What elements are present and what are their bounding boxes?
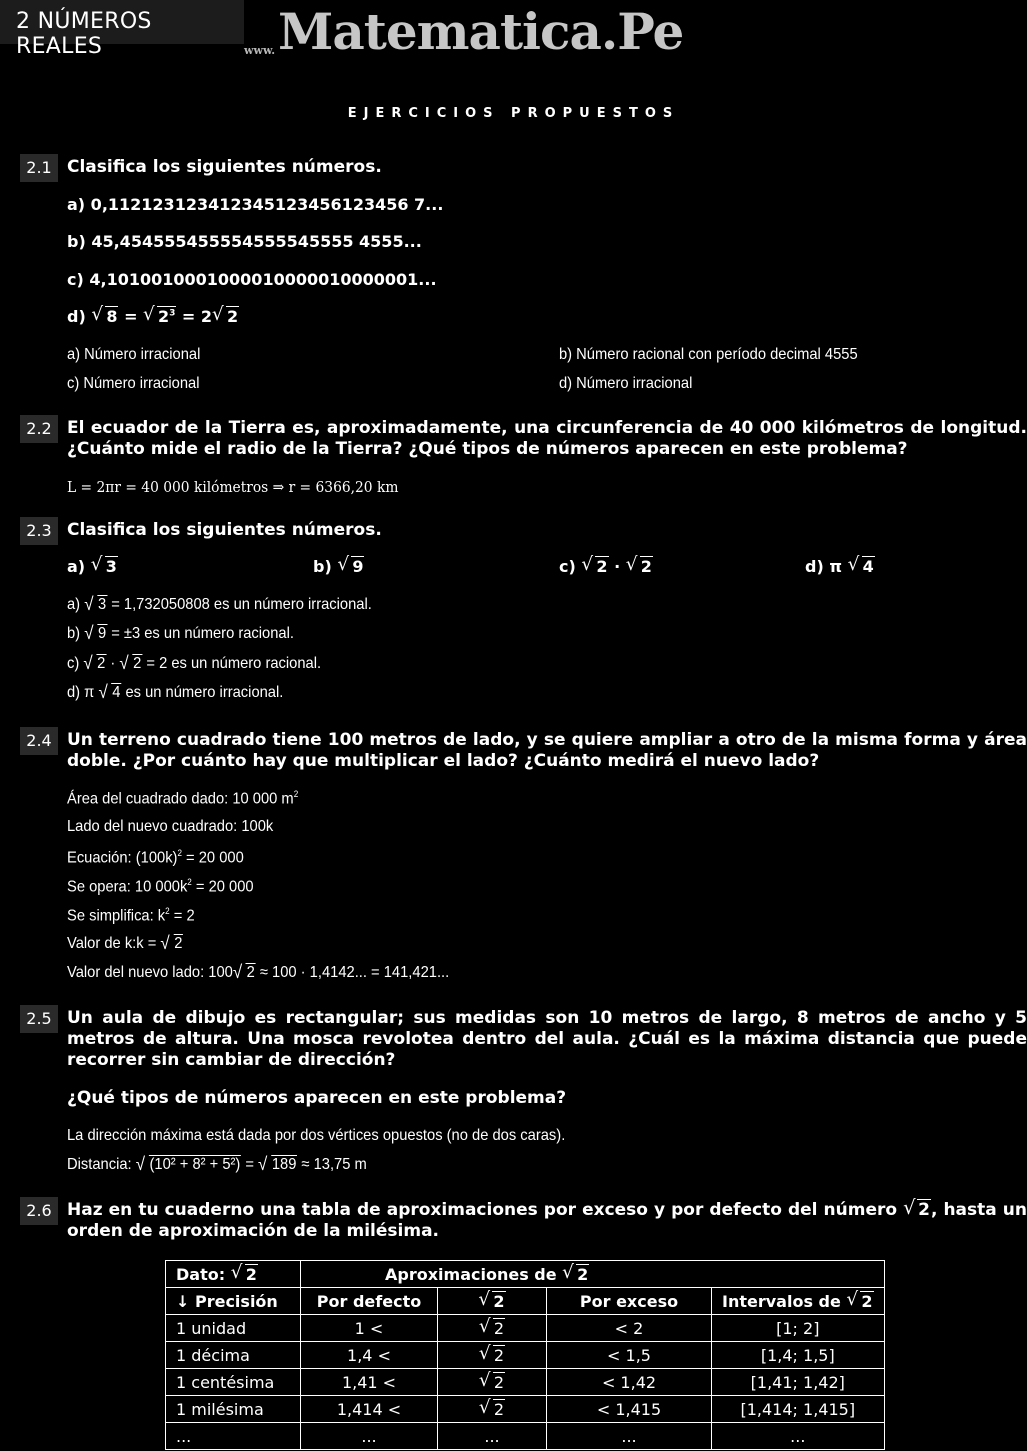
exercise-2-5-answer-1: La dirección máxima está dada por dos vértices opuestos (no de dos caras). <box>67 1127 566 1144</box>
radicand: 2 <box>158 307 170 326</box>
text: es un número irracional. <box>125 684 284 701</box>
exercise-2-1-answer-a: a) Número irracional <box>67 346 201 363</box>
exercise-2-1-question: Clasifica los siguientes números. <box>67 157 382 177</box>
radical <box>479 1319 505 1338</box>
exercise-2-4-line-5 <box>67 906 195 925</box>
radical <box>83 655 106 673</box>
radical-2 <box>212 307 239 326</box>
cell-root <box>438 1369 547 1396</box>
equals-2: = 2 <box>181 307 212 326</box>
cell-root <box>438 1342 547 1369</box>
table-row <box>166 1396 885 1423</box>
exponent: 2 <box>177 848 182 858</box>
chapter-title: 2 NÚMEROS REALES <box>16 9 152 59</box>
radicand: 4 <box>862 557 874 576</box>
header-por-exceso: Por exceso <box>547 1288 712 1315</box>
table-row <box>166 1423 885 1450</box>
text: = 1,732050808 es un número irracional. <box>111 596 372 613</box>
text: = ±3 es un número racional. <box>111 625 294 642</box>
text-post: = 2 <box>169 907 195 925</box>
radicand: 2 <box>245 1264 257 1284</box>
label: Distancia: <box>67 1156 132 1173</box>
radicand: 2 <box>493 1399 505 1419</box>
cell-root: ... <box>438 1423 547 1450</box>
exercise-2-3-answer-d <box>67 684 283 702</box>
radical-b <box>119 655 142 673</box>
cell-defecto: 1,41 < <box>301 1369 438 1396</box>
header-root <box>438 1288 547 1315</box>
radical <box>233 964 256 982</box>
radicand: 9 <box>352 557 364 576</box>
exercise-2-3-item-d <box>805 557 875 576</box>
cell-exceso: < 1,415 <box>547 1396 712 1423</box>
text: ≈ 13,75 m <box>301 1156 367 1173</box>
radical <box>84 596 107 614</box>
header-por-defecto: Por defecto <box>301 1288 438 1315</box>
section-title: EJERCICIOS PROPUESTOS <box>347 106 680 121</box>
exercise-2-4-line-2: Lado del nuevo cuadrado: 100k <box>67 818 274 835</box>
radical <box>479 1373 505 1392</box>
exercise-2-4-question: Un terreno cuadrado tiene 100 metros de lado, y se quiere ampliar a otro de la misma forma y área doble. ¿Por cuánto hay que multiplicar el lado? ¿Cuánto medirá el nuevo lado? <box>67 730 1027 771</box>
exponent: 2 <box>187 877 192 887</box>
label: a) <box>67 596 81 613</box>
radicand: 2 <box>97 655 106 672</box>
radicand: 2 <box>596 557 608 576</box>
exercise-2-2-question: El ecuador de la Tierra es, aproximadamente, una circunferencia de 40 000 kilómetros de longitud. ¿Cuánto mide el radio de la Tierra? ¿Qué tipos de números aparecen en este problema? <box>67 418 1027 459</box>
cell-precision: 1 unidad <box>166 1315 301 1342</box>
exercise-2-3-item-c <box>559 557 653 576</box>
cell-precision: 1 centésima <box>166 1369 301 1396</box>
exercise-2-6-question <box>67 1200 1027 1242</box>
header-intervalos <box>712 1288 885 1315</box>
radical-2 <box>581 557 608 576</box>
exercise-2-1-answer-b: b) Número racional con período decimal 4555 <box>559 346 858 363</box>
item-label: a) <box>67 557 86 576</box>
radicand: 8 <box>106 307 118 326</box>
text: = 2 es un número racional. <box>146 655 322 672</box>
cell-exceso: < 1,5 <box>547 1342 712 1369</box>
exercise-2-1-answer-c: c) Número irracional <box>67 375 200 392</box>
logo-name: Matematica.Pe <box>278 2 684 61</box>
label: b) <box>67 625 81 642</box>
text: Se simplifica: k <box>67 907 166 925</box>
radicand: 3 <box>105 557 117 576</box>
exercise-2-3-question: Clasifica los siguientes números. <box>67 520 382 540</box>
exercise-2-5-question: Un aula de dibujo es rectangular; sus medidas son 10 metros de largo, 8 metros de ancho y 5 metros de altura. Una mosca revolotea dentro del aula. ¿Cuál es la máxima distancia que puede recorrer sin cambiar de dirección? <box>67 1008 1027 1070</box>
cell-defecto: 1,4 < <box>301 1342 438 1369</box>
radicand: 2 <box>918 1200 930 1220</box>
text: Haz en tu cuaderno una tabla de aproximaciones por exceso y por defecto del número <box>67 1200 898 1220</box>
exercise-number-2-3: 2.3 <box>20 517 58 545</box>
label: d) π <box>67 684 95 701</box>
table-row <box>166 1342 885 1369</box>
label: c) <box>67 655 80 672</box>
exercise-2-4-line-1 <box>67 789 298 808</box>
radicand: 9 <box>97 625 107 642</box>
radical <box>479 1400 505 1419</box>
exercise-2-5-answer-2 <box>67 1156 367 1174</box>
exercise-2-4-line-3 <box>67 848 244 867</box>
radical-8 <box>91 307 118 326</box>
text-post: , hasta un orden de aproximación de la milésima. <box>67 1200 1027 1241</box>
header-precision: ↓ Precisión <box>166 1288 301 1315</box>
radicand: 2 <box>640 557 652 576</box>
cell-precision: ... <box>166 1423 301 1450</box>
equals: = <box>124 307 138 326</box>
exercise-2-5-question-2: ¿Qué tipos de números aparecen en este problema? <box>67 1088 567 1108</box>
table-row <box>166 1369 885 1396</box>
radicand: 2 <box>493 1291 505 1311</box>
exercise-2-4-line-4 <box>67 877 254 896</box>
radicand: 2 <box>861 1291 873 1311</box>
text: Dato: <box>176 1264 226 1284</box>
radicand: 2 <box>227 307 239 326</box>
header-aproximaciones <box>301 1261 885 1288</box>
radical-189 <box>258 1156 297 1174</box>
exercise-number-2-4: 2.4 <box>20 727 58 755</box>
header-dato <box>166 1261 301 1288</box>
cell-defecto: ... <box>301 1423 438 1450</box>
exercise-2-1-item-b: b) 45,454555455554555545555 4555... <box>67 232 422 251</box>
item-label: d) π <box>805 557 842 576</box>
radical-2-cubed <box>143 307 176 326</box>
radicand: 2 <box>493 1372 505 1392</box>
text: Valor de k:k = <box>67 935 157 952</box>
radicand: 4 <box>112 684 121 701</box>
text: Intervalos de <box>722 1291 841 1311</box>
cell-defecto: 1,414 < <box>301 1396 438 1423</box>
exercise-number-2-6: 2.6 <box>20 1197 58 1225</box>
item-d-label: d) <box>67 307 86 326</box>
exercise-2-3-answer-c <box>67 655 321 673</box>
exercise-2-3-item-b <box>313 557 364 576</box>
radicand: 189 <box>271 1156 297 1173</box>
chapter-header <box>0 0 244 59</box>
radical <box>231 1265 258 1284</box>
text-post: = 20 000 <box>181 849 244 867</box>
radical <box>478 1292 505 1311</box>
radical-4 <box>848 557 875 576</box>
exercise-number-2-5: 2.5 <box>20 1005 58 1033</box>
exercise-2-4-line-6 <box>67 935 183 953</box>
exponent: 2 <box>165 906 170 916</box>
exponent: 3 <box>169 308 176 319</box>
cell-precision: 1 décima <box>166 1342 301 1369</box>
exercise-number-2-2: 2.2 <box>20 415 58 443</box>
radical-9 <box>337 557 364 576</box>
exercise-2-3-answer-a <box>67 596 372 614</box>
item-label: c) <box>559 557 576 576</box>
dot: · <box>614 557 621 576</box>
radicand: 2 <box>493 1345 505 1365</box>
radical <box>479 1346 505 1365</box>
table-header-row-2 <box>166 1288 885 1315</box>
exercise-2-1-item-d <box>67 307 239 326</box>
cell-exceso: < 1,42 <box>547 1369 712 1396</box>
cell-exceso: ... <box>547 1423 712 1450</box>
exercise-2-1-item-c: c) 4,1010010001000010000010000001... <box>67 270 437 289</box>
exponent: 2 <box>293 789 299 799</box>
equals: = <box>245 1156 254 1173</box>
cell-intervalo: [1,41; 1,42] <box>712 1369 885 1396</box>
radicand: 3 <box>97 596 107 613</box>
exercise-2-1-item-a: a) 0,112123123412345123456123456 7... <box>67 195 444 214</box>
cell-intervalo: ... <box>712 1423 885 1450</box>
text-post: ≈ 100 · 1,4142... = 141,421... <box>259 964 450 981</box>
radicand: 2 <box>493 1318 505 1338</box>
radical-3 <box>91 557 118 576</box>
exercise-2-1-answer-d: d) Número irracional <box>559 375 693 392</box>
exercise-2-4-line-7 <box>67 964 449 982</box>
text-post: = 20 000 <box>191 878 254 896</box>
text: Se opera: 10 000k <box>67 878 188 896</box>
radical <box>136 1156 242 1174</box>
radicand: (10² + 8² + 5²) <box>149 1156 241 1173</box>
cell-intervalo: [1,4; 1,5] <box>712 1342 885 1369</box>
exercise-2-2-answer: L = 2πr = 40 000 kilómetros ⇒ r = 6366,20 km <box>67 478 399 496</box>
cell-intervalo: [1; 2] <box>712 1315 885 1342</box>
radical <box>84 625 107 643</box>
radicand: 2 <box>133 655 142 672</box>
cell-precision: 1 milésima <box>166 1396 301 1423</box>
radical <box>903 1200 931 1221</box>
cell-intervalo: [1,414; 1,415] <box>712 1396 885 1423</box>
radicand: 2 <box>577 1264 589 1284</box>
radical <box>98 684 121 702</box>
table-row <box>166 1315 885 1342</box>
table-header-row-1 <box>166 1261 885 1288</box>
radicand: 2 <box>246 964 255 981</box>
cell-defecto: 1 < <box>301 1315 438 1342</box>
text: Valor del nuevo lado: 100 <box>67 964 233 981</box>
logo-www: www. <box>244 44 276 57</box>
exercise-2-3-answer-b <box>67 625 294 643</box>
radical <box>562 1265 589 1284</box>
exercise-2-3-item-a <box>67 557 118 576</box>
dot: · <box>110 655 116 672</box>
text: Área del cuadrado dado: 10 000 m <box>67 790 294 808</box>
approximation-table <box>165 1260 885 1450</box>
radicand: 2 <box>174 935 183 952</box>
cell-root <box>438 1315 547 1342</box>
exercise-number-2-1: 2.1 <box>20 154 58 182</box>
text: Aproximaciones de <box>385 1264 557 1284</box>
item-label: b) <box>313 557 332 576</box>
radical <box>160 935 183 953</box>
radical <box>846 1292 873 1311</box>
cell-exceso: < 2 <box>547 1315 712 1342</box>
radical-2b <box>626 557 653 576</box>
cell-root <box>438 1396 547 1423</box>
text: Ecuación: (100k) <box>67 849 178 867</box>
